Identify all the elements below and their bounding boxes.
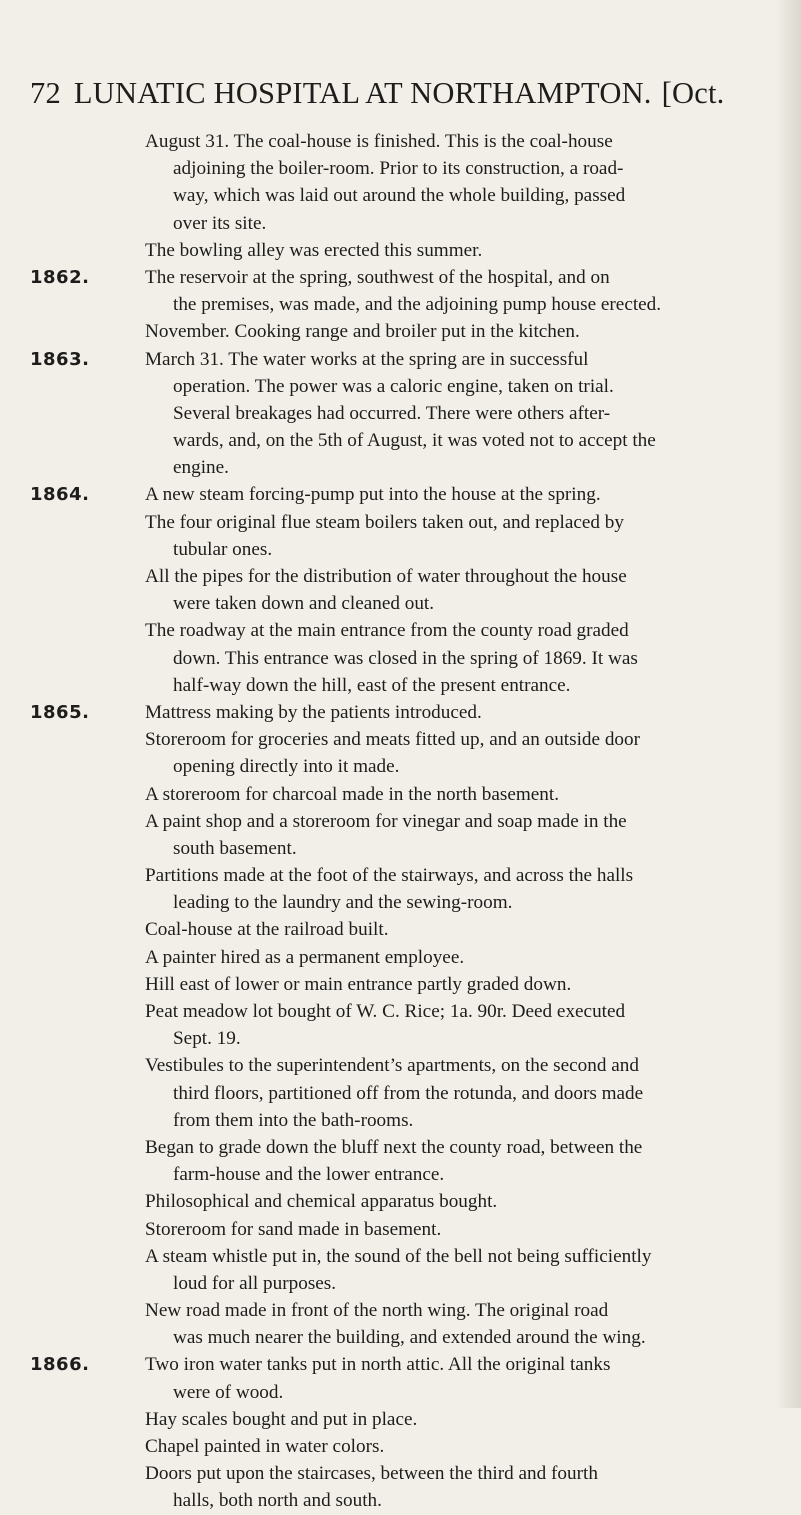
text-line — [0, 1243, 801, 1270]
text-line — [0, 944, 801, 971]
text-line — [0, 699, 801, 726]
text-line — [0, 916, 801, 943]
text-line — [0, 590, 801, 617]
text-line — [0, 1107, 801, 1134]
line-text: The four original flue steam boilers taken out, and replaced by — [145, 511, 624, 533]
line-text: Coal-house at the railroad built. — [145, 919, 389, 941]
running-title: LUNATIC HOSPITAL AT NORTHAMPTON. — [73, 76, 652, 110]
text-line — [0, 617, 801, 644]
line-text: The roadway at the main entrance from the county road graded — [145, 620, 629, 642]
line-text: Storeroom for sand made in basement. — [145, 1218, 442, 1240]
text-line — [0, 1161, 801, 1188]
line-text: half-way down the hill, east of the present entrance. — [173, 674, 571, 696]
line-text: loud for all purposes. — [173, 1272, 337, 1294]
line-text: leading to the laundry and the sewing-room. — [173, 892, 513, 914]
text-line — [0, 454, 801, 481]
text-line — [0, 889, 801, 916]
line-text: third floors, partitioned off from the rotunda, and doors made — [173, 1082, 644, 1104]
text-line — [0, 645, 801, 672]
year-marker: 1863. — [30, 348, 90, 370]
chronology-body — [0, 128, 801, 1515]
line-text: Partitions made at the foot of the stairways, and across the halls — [145, 865, 634, 887]
text-line — [0, 1052, 801, 1079]
line-text: Sept. 19. — [173, 1028, 241, 1050]
line-text: down. This entrance was closed in the spring of 1869. It was — [173, 647, 638, 669]
line-text: adjoining the boiler-room. Prior to its construction, a road- — [173, 158, 624, 180]
line-text: Hay scales bought and put in place. — [145, 1408, 418, 1430]
line-text: tubular ones. — [173, 538, 273, 560]
year-marker: 1862. — [30, 266, 90, 288]
text-line — [0, 1379, 801, 1406]
line-text: Hill east of lower or main entrance partly graded down. — [145, 973, 572, 995]
text-line — [0, 971, 801, 998]
text-line — [0, 128, 801, 155]
line-text: halls, both north and south. — [173, 1490, 382, 1512]
running-header — [30, 76, 770, 111]
text-line — [0, 1460, 801, 1487]
page-number: 72 — [30, 76, 61, 110]
text-line — [0, 318, 801, 345]
text-line — [0, 1406, 801, 1433]
text-line — [0, 1433, 801, 1460]
text-line — [0, 563, 801, 590]
line-text: Mattress making by the patients introduced. — [145, 701, 482, 723]
text-line — [0, 237, 801, 264]
line-text: Doors put upon the staircases, between the third and fourth — [145, 1463, 598, 1485]
text-line — [0, 1216, 801, 1243]
line-text: Chapel painted in water colors. — [145, 1436, 385, 1457]
line-text: opening directly into it made. — [173, 756, 400, 778]
year-marker: 1866. — [30, 1354, 90, 1376]
text-line — [0, 1134, 801, 1161]
text-line — [0, 1487, 801, 1514]
line-text: Storeroom for groceries and meats fitted up, and an outside door — [145, 729, 641, 751]
line-text: A new steam forcing-pump put into the house at the spring. — [145, 484, 601, 506]
line-text: were of wood. — [173, 1381, 284, 1403]
text-line — [0, 210, 801, 237]
line-text: operation. The power was a caloric engine, taken on trial. — [173, 375, 614, 397]
text-line — [0, 726, 801, 753]
line-text: Philosophical and chemical apparatus bought. — [145, 1191, 498, 1213]
text-line — [0, 1324, 801, 1351]
line-text: Began to grade down the bluff next the county road, between the — [145, 1136, 643, 1158]
year-marker: 1865. — [30, 701, 90, 723]
line-text: engine. — [173, 457, 229, 479]
text-line — [0, 1080, 801, 1107]
line-text: All the pipes for the distribution of water throughout the house — [145, 566, 627, 587]
line-text: March 31. The water works at the spring are in successful — [145, 348, 589, 370]
text-line — [0, 781, 801, 808]
line-text: A paint shop and a storeroom for vinegar and soap made in the — [145, 810, 627, 832]
text-line — [0, 1025, 801, 1052]
text-line — [0, 509, 801, 536]
text-line — [0, 1270, 801, 1297]
text-line — [0, 346, 801, 373]
running-month: [Oct. — [661, 76, 725, 110]
line-text: way, which was laid out around the whole building, passed — [173, 185, 626, 207]
line-text: New road made in front of the north wing. The original road — [145, 1300, 609, 1322]
line-text: A storeroom for charcoal made in the north basement. — [145, 783, 559, 805]
text-line — [0, 672, 801, 699]
line-text: The bowling alley was erected this summer. — [145, 239, 483, 261]
line-text: The reservoir at the spring, southwest of the hospital, and on — [145, 266, 610, 288]
text-line — [0, 400, 801, 427]
text-line — [0, 1351, 801, 1378]
text-line — [0, 753, 801, 780]
text-line — [0, 373, 801, 400]
text-line — [0, 1297, 801, 1324]
line-text: was much nearer the building, and extended around the wing. — [173, 1327, 646, 1349]
line-text: over its site. — [173, 212, 267, 234]
text-line — [0, 155, 801, 182]
line-text: Two iron water tanks put in north attic. All the original tanks — [145, 1354, 611, 1376]
text-line — [0, 264, 801, 291]
text-line — [0, 481, 801, 508]
line-text: from them into the bath-rooms. — [173, 1109, 414, 1131]
line-text: A painter hired as a permanent employee. — [145, 946, 465, 968]
line-text: November. Cooking range and broiler put in the kitchen. — [145, 321, 580, 343]
line-text: south basement. — [173, 837, 297, 859]
text-line — [0, 182, 801, 209]
line-text: farm-house and the lower entrance. — [173, 1164, 445, 1186]
year-marker: 1864. — [30, 484, 90, 506]
line-text: wards, and, on the 5th of August, it was voted not to accept the — [173, 430, 656, 452]
line-text: Vestibules to the superintendent’s apartments, on the second and — [145, 1055, 639, 1077]
text-line — [0, 835, 801, 862]
line-text: the premises, was made, and the adjoining pump house erected. — [173, 294, 662, 316]
line-text: August 31. The coal-house is finished. This is the coal-house — [145, 131, 613, 152]
line-text: Peat meadow lot bought of W. C. Rice; 1a. 90r. Deed executed — [145, 1001, 626, 1022]
line-text: Several breakages had occurred. There were others after- — [173, 402, 611, 424]
text-line — [0, 427, 801, 454]
text-line — [0, 1188, 801, 1215]
text-line — [0, 998, 801, 1025]
text-line — [0, 808, 801, 835]
line-text: A steam whistle put in, the sound of the bell not being sufficiently — [145, 1245, 652, 1267]
text-line — [0, 862, 801, 889]
text-line — [0, 536, 801, 563]
line-text: were taken down and cleaned out. — [173, 593, 435, 615]
text-line — [0, 291, 801, 318]
